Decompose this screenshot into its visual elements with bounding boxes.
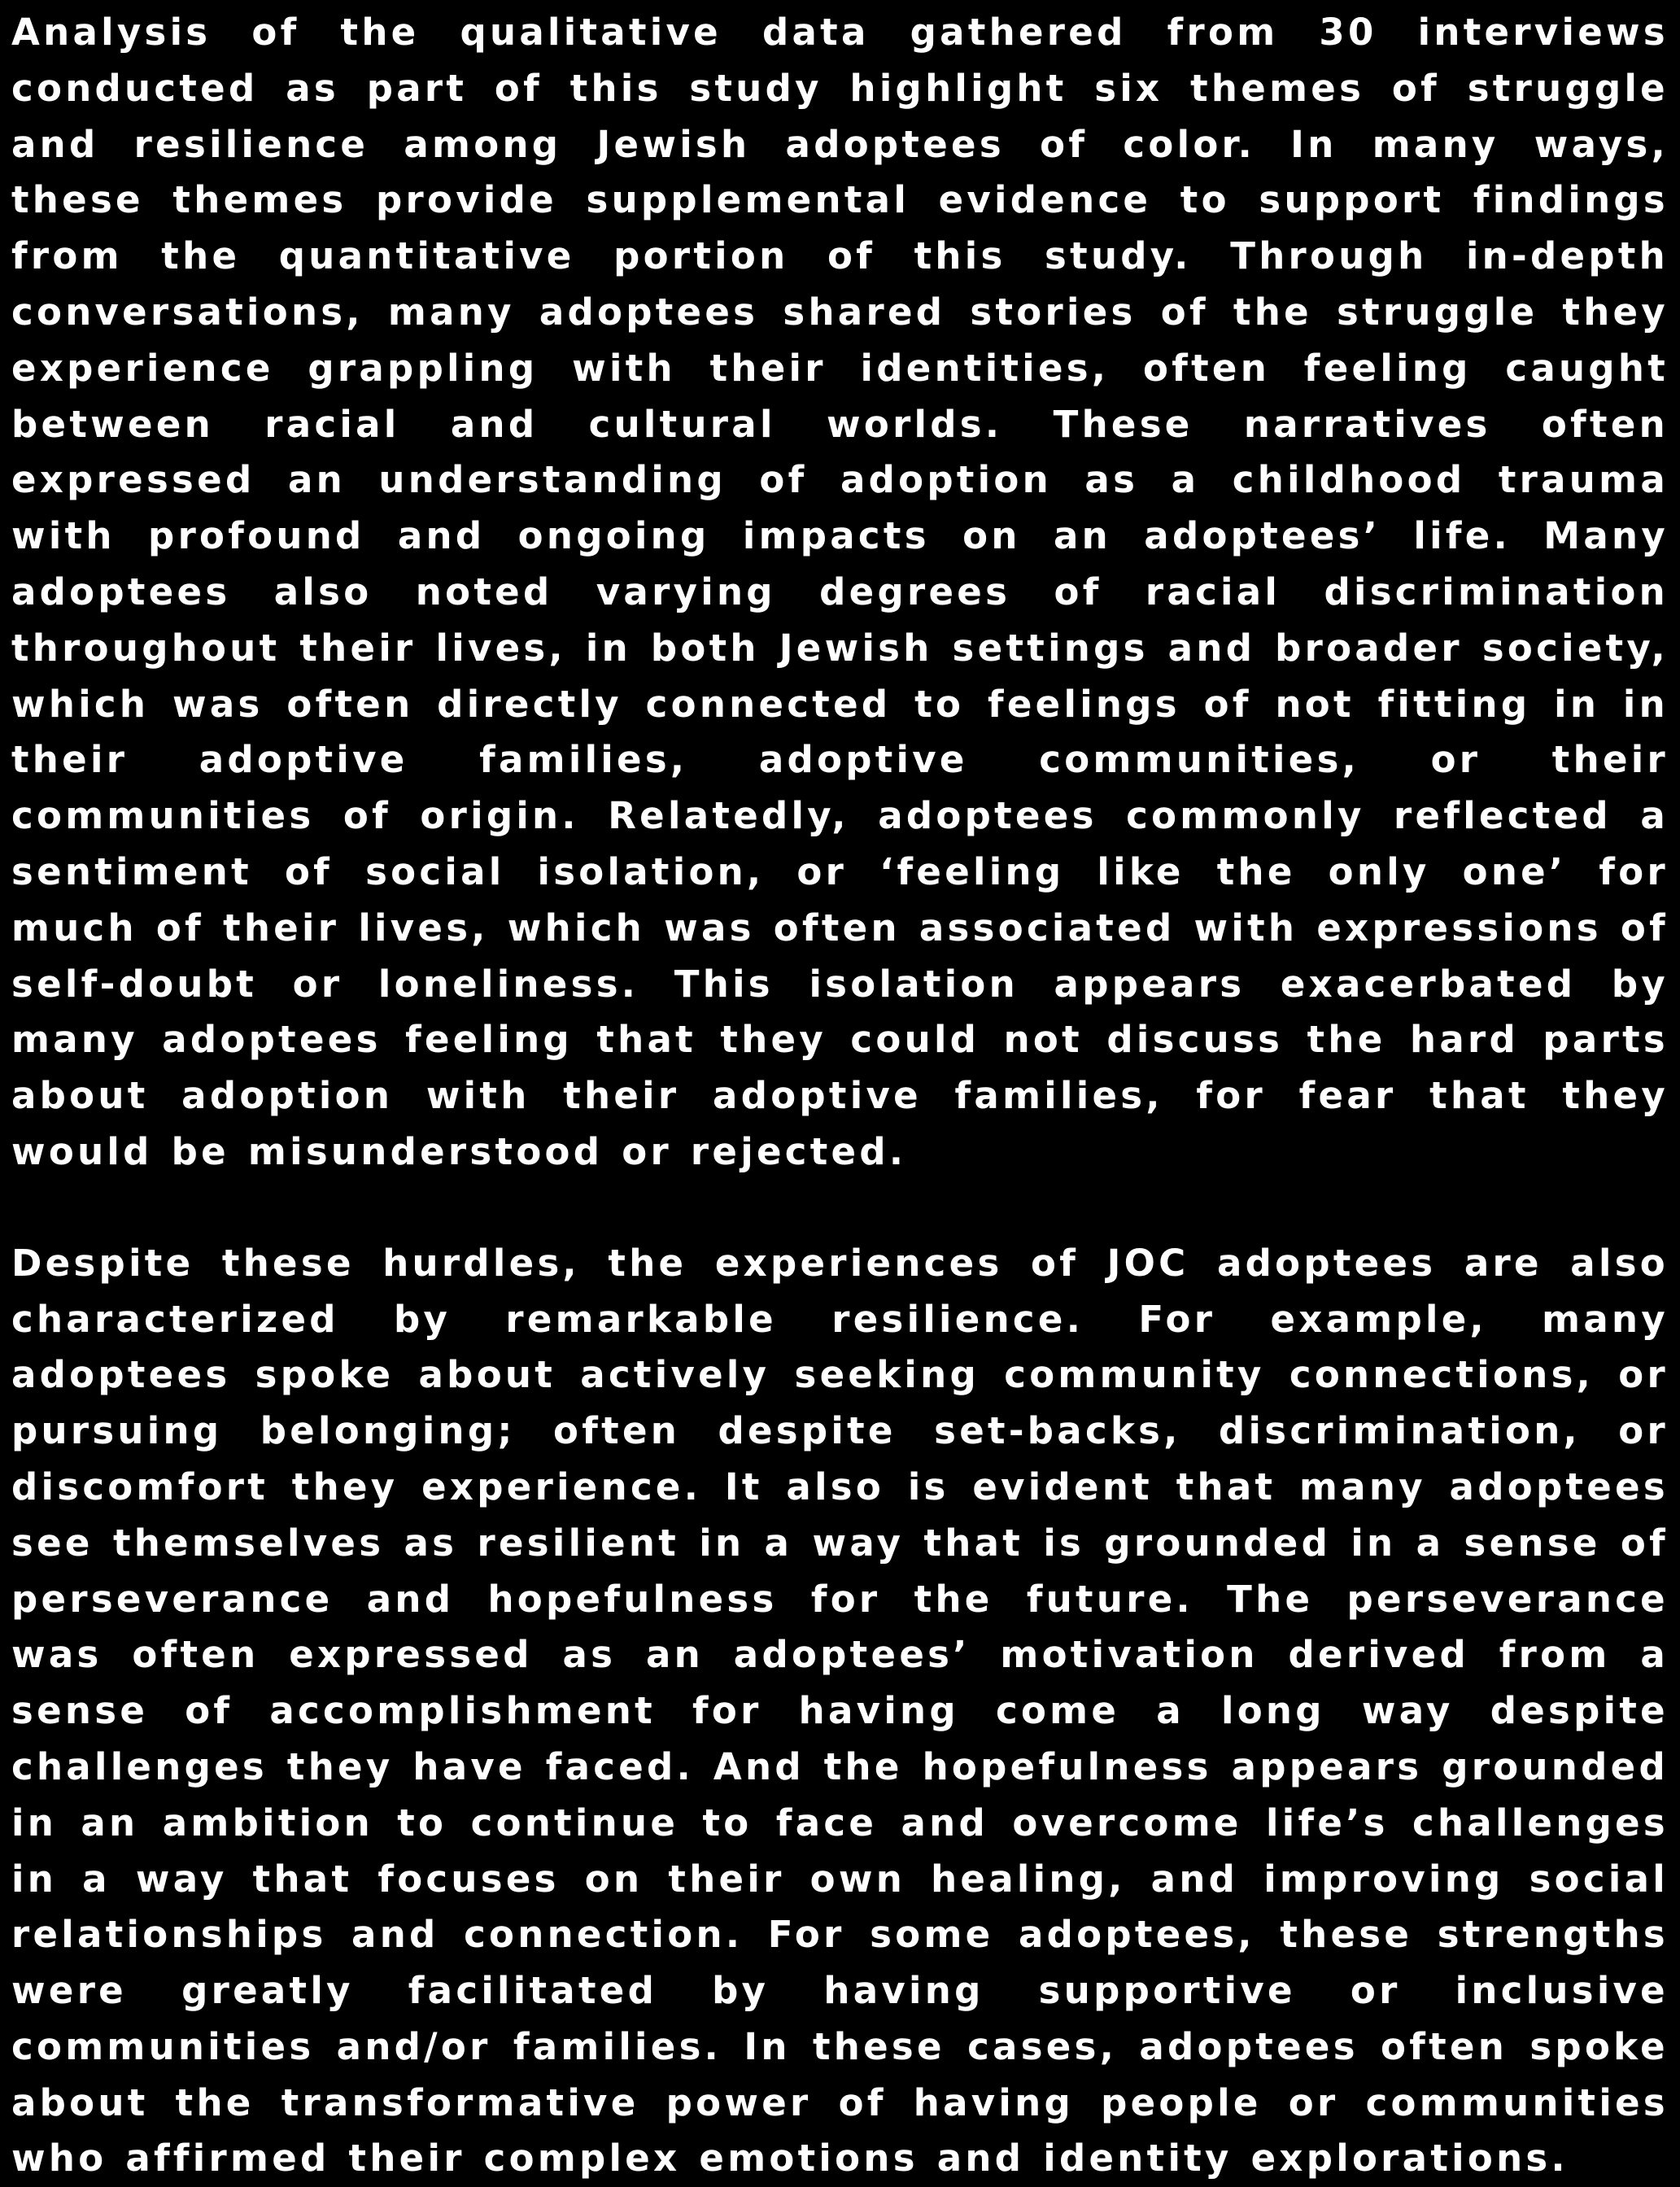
paragraph-struggle-themes: Analysis of the qualitative data gathered from 30 interviews conducted as part of this study highlight six themes of struggle and resilience among Jewish adoptees of color. In many ways, these themes provide supplemental evidence to support findings from the quantitative portion of this study. Through in-depth conversations, many adoptees shared stories of the struggle they experience grappling with their identities, often feeling caught between racial and cultural worlds. These narratives often expressed an understanding of adoption as a childhood trauma with profound and ongoing impacts on an adoptees’ life. Many adoptees also noted varying degrees of racial discrimination throughout their lives, in both Jewish settings and broader society, which was often directly connected to feelings of not fitting in in their adoptive families, adoptive communities, or their communities of origin. Relatedly, adoptees commonly reflected a sentiment of social isolation, or ‘feeling like the only one’ for much of their lives, which was often associated with expressions of self-doubt or loneliness. This isolation appears exacerbated by many adoptees feeling that they could not discuss the hard parts about adoption with their adoptive families, for fear that they would be misunderstood or rejected. (11, 11, 1669, 1173)
paragraph-resilience: Despite these hurdles, the experiences of JOC adoptees are also characterized by remarkable resilience. For example, many adoptees spoke about actively seeking community connections, or pursuing belonging; often despite set-backs, discrimination, or discomfort they experience. It also is evident that many adoptees see themselves as resilient in a way that is grounded in a sense of perseverance and hopefulness for the future. The perseverance was often expressed as an adoptees’ motivation derived from a sense of accomplishment for having come a long way despite challenges they have faced. And the hopefulness appears grounded in an ambition to continue to face and overcome life’s challenges in a way that focuses on their own healing, and improving social relationships and connection. For some adoptees, these strengths were greatly facilitated by having supportive or inclusive communities and/or families. In these cases, adoptees often spoke about the transformative power of having people or communities who affirmed their complex emotions and identity explorations. (11, 1241, 1669, 2180)
